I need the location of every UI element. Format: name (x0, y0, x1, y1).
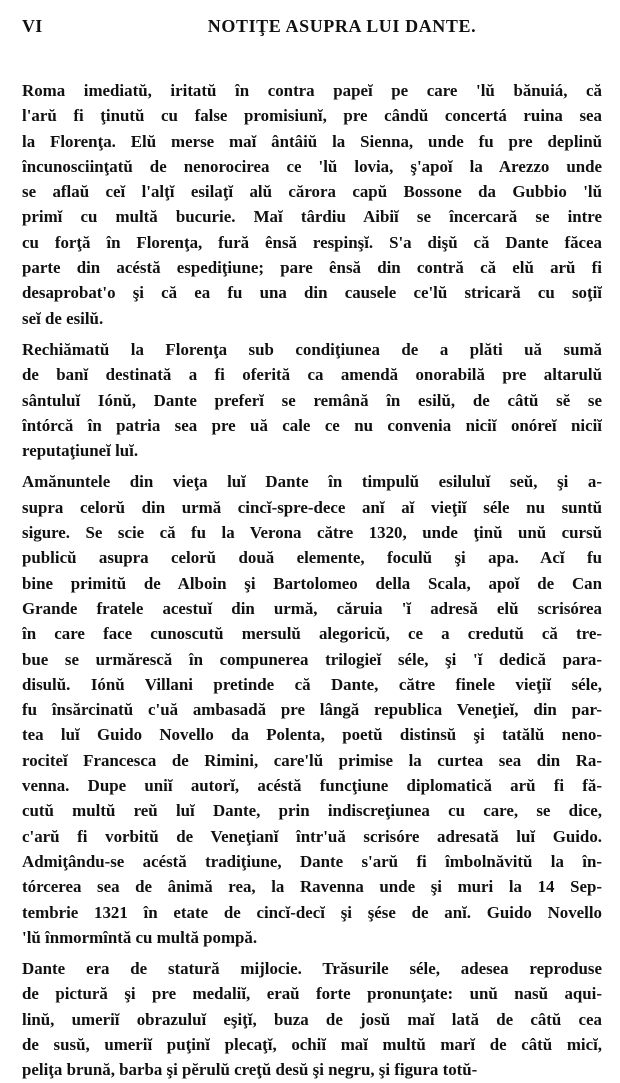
text-line: disulŭ. Iónŭ Villani pretinde că Dante, către finele vieţiĭ séle, (22, 674, 602, 694)
text-line: Amănuntele din vieţa luĭ Dante în timpulŭ esiluluĭ seŭ, şi a- (22, 472, 602, 492)
text-line: c'arŭ fi vorbitŭ de Veneţianĭ într'uă scrisóre adresată luĭ Guido. (22, 826, 602, 846)
text-line: tórcerea sea de ânimă rea, la Ravenna unde şi muri la 14 Sep- (22, 877, 602, 897)
text-line: seĭ de esilŭ. (22, 308, 104, 328)
paragraph (22, 337, 602, 463)
text-line: parte din acéstă espediţiune; pare ênsă din contră că elŭ arŭ fi (22, 258, 602, 278)
running-header (22, 14, 602, 42)
text-line: l'arŭ fi ţinutŭ cu false promisiunĭ, pre cândŭ concertá ruina sea (22, 106, 602, 126)
text-line: cutŭ multŭ reŭ luĭ Dante, prin indiscreţiunea cu care, se dice, (22, 801, 602, 821)
text-line: supra celorŭ din urmă cincĭ-spre-dece anĭ aĭ vieţiĭ séle nu suntŭ (22, 497, 602, 517)
text-line: venna. Dupe uniĭ autorĭ, acéstă funcţiune diplomatică arŭ fi fă- (22, 776, 602, 796)
text-line: la Florenţa. Elŭ merse maĭ ântâiŭ la Sienna, unde fu pre deplinŭ (22, 131, 602, 151)
text-line: rociteĭ Francesca de Rimini, care'lŭ primise la curtea sea din Ra- (22, 750, 602, 770)
text-line: Dante era de statură mijlocie. Trăsurile séle, adesea reproduse (22, 959, 602, 979)
text-line: de banĭ destinată a fi oferită ca amendă onorabilă pre altarulŭ (22, 365, 602, 385)
text-line: tea luĭ Guido Novello da Polenta, poetŭ distinsŭ şi tatălŭ neno- (22, 725, 602, 745)
text-line: în care face cunoscutŭ mersulŭ alegoricŭ, ce a credutŭ că tre- (22, 624, 602, 644)
text-line: se aflaŭ ceĭ l'alţĭ esilaţĭ alŭ cărora capŭ Bossone da Gubbio 'lŭ (22, 182, 602, 202)
text-line: Grande fratele acestuĭ din urmă, căruia 'ĭ adresă elŭ scrisórea (22, 598, 602, 618)
running-title: NOTIŢE ASUPRA LUI DANTE. (207, 16, 477, 36)
text-line: peliţa brună, barba şi pĕrulŭ creţŭ desŭ şi negru, şi figura totŭ- (22, 1060, 478, 1080)
text-line: fu însărcinatŭ c'uă ambasadă pre lângă republica Veneţieĭ, din par- (22, 700, 602, 720)
text-line: reputaţiuneĭ luĭ. (22, 441, 139, 461)
text-line: de pictură şi pre medaliĭ, eraŭ forte pronunţate: unŭ nasŭ aqui- (22, 984, 602, 1004)
text-line: tembrie 1321 în etate de cincĭ-decĭ şi şése de anĭ. Guido Novello (22, 902, 602, 922)
text-line: bine primitŭ de Alboin şi Bartolomeo della Scala, apoĭ de Can (22, 573, 602, 593)
text-line: cu forţă în Florenţa, fură ênsă respinşĭ. S'a dişŭ că Dante făcea (22, 232, 602, 252)
page-number: VI (22, 16, 43, 36)
paragraph (22, 78, 602, 331)
text-line: întórcă în patria sea pre uă cale ce nu convenia niciĭ onóreĭ niciĭ (22, 415, 602, 435)
text-line: de susŭ, umeriĭ puţinĭ plecaţĭ, ochiĭ maĭ multŭ marĭ de câtŭ micĭ, (22, 1034, 602, 1054)
body-text (22, 78, 602, 1083)
text-line: linŭ, umeriĭ obrazuluĭ eşiţĭ, buza de josŭ maĭ lată de câtŭ cea (22, 1009, 602, 1029)
text-line: încunosciinţatŭ de nenorocirea ce 'lŭ lovia, ş'apoĭ la Arezzo unde (22, 156, 602, 176)
text-line: sântuluĭ Iónŭ, Dante preferĭ se remână în esilŭ, de câtŭ sĕ se (22, 390, 602, 410)
paragraph (22, 469, 602, 950)
paragraph (22, 956, 602, 1082)
text-line: Rechiămatŭ la Florenţa sub condiţiunea de a plăti uă sumă (22, 339, 602, 359)
text-line: publicŭ asupra celorŭ două elemente, foculŭ şi apa. Acĭ fu (22, 548, 602, 568)
text-line: 'lŭ înmormîntă cu multă pompă. (22, 927, 258, 947)
text-line: Roma imediatŭ, iritatŭ în contra papeĭ pe care 'lŭ bănuiá, că (22, 81, 602, 100)
text-line: bue se urmărescă în compunerea trilogieĭ séle, şi 'ĭ dedică para- (22, 649, 602, 669)
text-line: desaprobat'o şi că ea fu una din causele ce'lŭ stricară cu soţiĭ (22, 283, 602, 303)
text-line: Admiţându-se acéstă tradiţiune, Dante s'arŭ fi îmbolnăvitŭ la în- (22, 851, 602, 871)
text-line: primĭ cu multă bucurie. Maĭ târdiu Aibiĭ se încercară se intre (22, 207, 602, 227)
text-line: sigure. Se scie că fu la Verona către 1320, unde ţinŭ unŭ cursŭ (22, 523, 602, 543)
